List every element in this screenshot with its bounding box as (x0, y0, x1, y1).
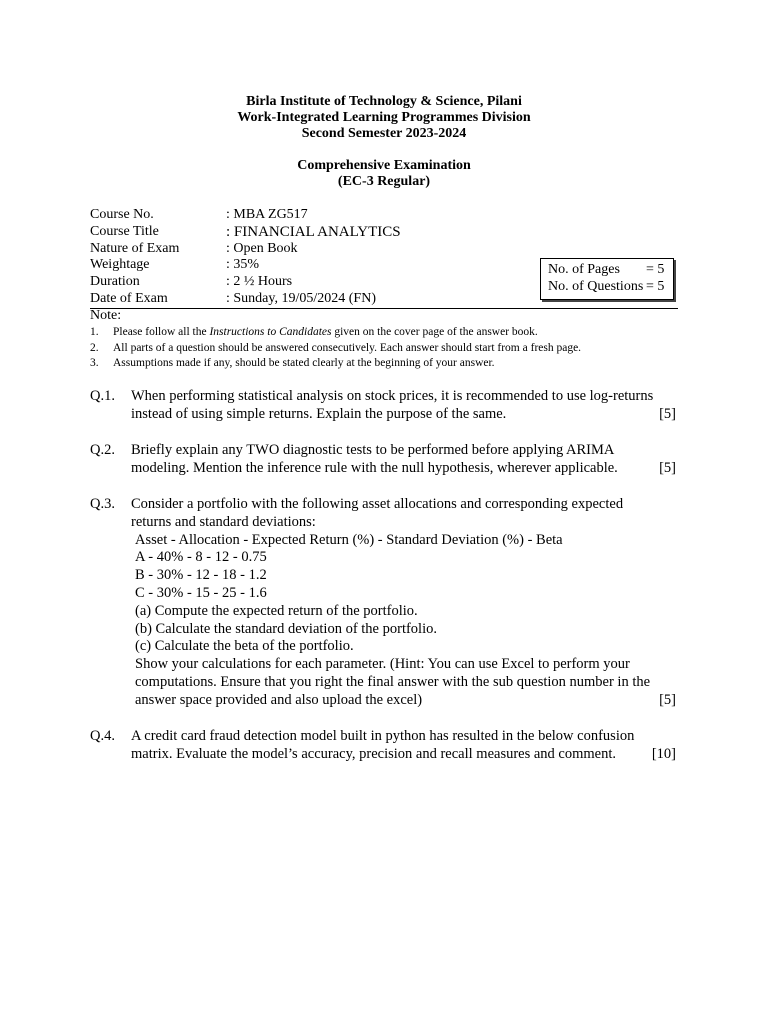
marks: [10] (651, 745, 676, 762)
meta-label: Date of Exam (90, 290, 168, 306)
asset-row: A - 40% - 8 - 12 - 0.75 (135, 549, 267, 566)
sub-question: (a) Compute the expected return of the portfolio. (135, 602, 418, 619)
meta-value: : MBA ZG517 (226, 207, 308, 222)
meta-value: : Sunday, 19/05/2024 (FN) (226, 290, 376, 306)
pages-questions-box (540, 258, 674, 300)
marks: [5] (659, 405, 676, 422)
notes-list (90, 325, 678, 372)
exam-name: Comprehensive Examination (297, 158, 471, 173)
pages-value: = 5 (646, 262, 665, 277)
exam-header (0, 94, 768, 190)
asset-table-header: Asset - Allocation - Expected Return (%) - Standard Deviation (%) - Beta (135, 531, 563, 548)
meta-label: Course Title (90, 223, 159, 239)
question-number: Q.4. (90, 728, 115, 744)
sub-question: (b) Calculate the standard deviation of the portfolio. (135, 620, 437, 637)
meta-label: Course No. (90, 207, 154, 222)
question-4: Q.4. A credit card fraud detection model built in python has resulted in the below confusion matrix. Evaluate the model’s accuracy, precision and recall measures and comment. [10] (90, 728, 676, 762)
note-item: 3. Assumptions made if any, should be stated clearly at the beginning of your answer. (90, 357, 495, 369)
divider (90, 308, 678, 309)
note-item: 2. All parts of a question should be answered consecutively. Each answer should start from a fresh page. (90, 341, 582, 354)
institute-name: Birla Institute of Technology & Science, Pilani (246, 94, 522, 109)
division-name: Work-Integrated Learning Programmes Division (237, 110, 531, 125)
pages-label: No. of Pages (548, 262, 620, 277)
meta-label: Weightage (90, 257, 150, 273)
meta-label: Nature of Exam (90, 240, 180, 256)
meta-row-nature (90, 241, 678, 258)
asset-row: B - 30% - 12 - 18 - 1.2 (135, 567, 267, 584)
questions-value: = 5 (646, 279, 665, 294)
note-item: 1. Please follow all the Instructions to Candidates given on the cover page of the answer book. (90, 326, 538, 338)
marks: [5] (659, 459, 676, 476)
question-number: Q.1. (90, 388, 115, 404)
question-number: Q.2. (90, 442, 115, 458)
semester: Second Semester 2023-2024 (301, 126, 467, 141)
meta-row-course-no (90, 207, 678, 224)
note-label: Note: (90, 308, 122, 323)
exam-type: (EC-3 Regular) (337, 174, 431, 189)
question-1: Q.1. When performing statistical analysis on stock prices, it is recommended to use log-returns instead of using simple returns. Explain the purpose of the same. [5] (90, 388, 676, 422)
marks: [5] (659, 691, 676, 708)
meta-row-course-title (90, 224, 678, 241)
questions-label: No. of Questions (548, 279, 644, 294)
meta-label: Duration (90, 274, 140, 290)
meta-value: : FINANCIAL ANALYTICS (226, 223, 401, 240)
sub-question: (c) Calculate the beta of the portfolio. (135, 638, 354, 655)
meta-value: : Open Book (226, 240, 298, 256)
asset-row: C - 30% - 15 - 25 - 1.6 (135, 584, 267, 601)
question-number: Q.3. (90, 496, 115, 512)
question-2: Q.2. Briefly explain any TWO diagnostic tests to be performed before applying ARIMA modeling. Mention the inference rule with the null hypothesis, wherever applicable. [5] (90, 442, 676, 476)
question-3: Q.3. Consider a portfolio with the following asset allocations and corresponding expected returns and standard deviations: Asset - Allocation - Expected Return (%) - Standard Deviation (%) - Beta A - 40% - 8 - 12 - 0.75 B - 30% - 12 - 18 - 1.2 C - 30% - 15 - 25 - 1.6 (a) Compute the expected return of the portfolio. (b) Calculate the standard deviation of the portfolio. (c) Calculate the beta of the portfolio. Show your calculations for each parameter. (Hint: You can use Excel to perform your computations. Ensure that you right the final answer with the sub question number in the answer space provided and also upload the excel) [5] (90, 496, 676, 708)
meta-value: : 35% (226, 257, 260, 273)
meta-value: : 2 ½ Hours (226, 274, 293, 290)
